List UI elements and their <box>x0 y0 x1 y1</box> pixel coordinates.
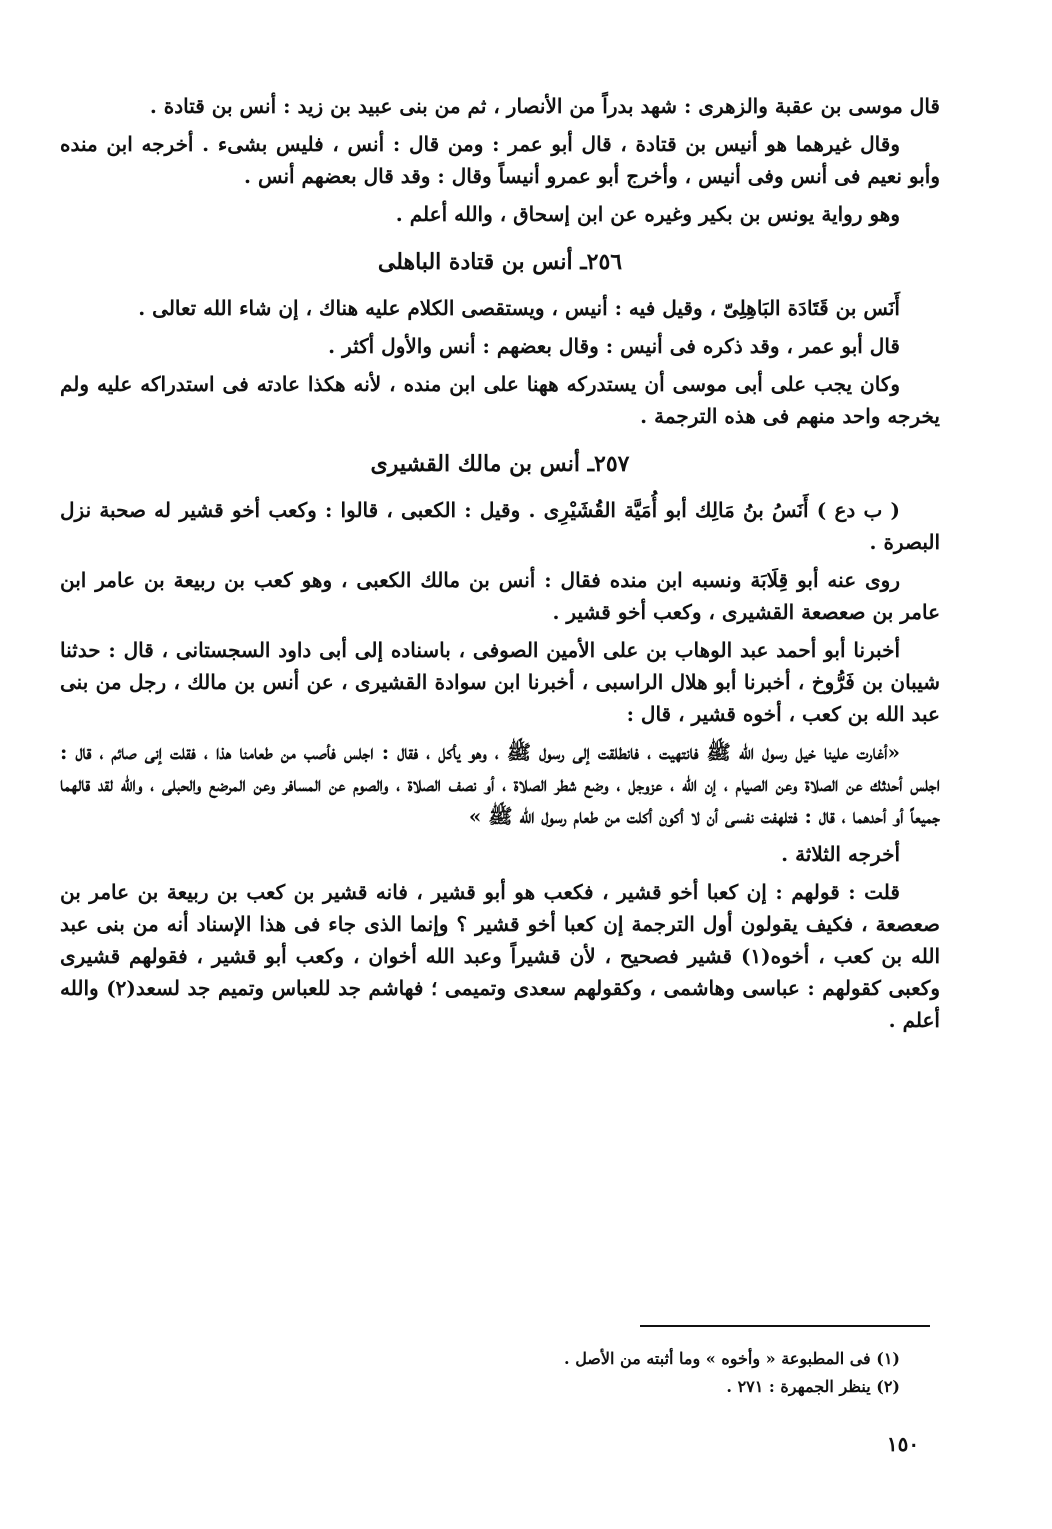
page-number: ١٥٠ <box>886 1432 920 1456</box>
footnote-1: (١) فى المطبوعة « وأخوه » وما أثبته من الأصل . <box>564 1349 900 1368</box>
entry-256-paragraph-3: وكان يجب على أبى موسى أن يستدركه ههنا على ابن منده ، لأنه هكذا عادته فى استدراكه عليه ولم يخرجه واحد منهم فى هذه الترجمة . <box>60 372 940 428</box>
entry-257-paragraph-5: أخرجه الثلاثة . <box>781 842 900 866</box>
entry-257-heading: ٢٥٧ـ أنس بن مالك القشيرى <box>370 451 630 477</box>
footnote-2: (٢) ينظر الجمهرة : ٢٧١ . <box>726 1377 900 1396</box>
entry-257-paragraph-3: أخبرنا أبو أحمد عبد الوهاب بن على الأمين الصوفى ، باسناده إلى أبى داود السجستانى ، قال : حدثنا شيبان بن فَرُّوخ ، أخبرنا أبو هلال الراسبى ، أخبرنا ابن سوادة القشيرى ، عن أنس بن مالك ، رجل من بنى عبد الله بن كعب ، أخوه قشير ، قال : <box>60 638 940 726</box>
entry-257-commentary: قلت : قولهم : إن كعبا أخو قشير ، فكعب هو أبو قشير ، فانه قشير بن كعب بن ربيعة بن عامر بن صعصعة ، فكيف يقولون أول الترجمة إن كعبا أخو قشير ؟ وإنما الذى جاء فى هذا الإسناد أنه من بنى عبد الله بن كعب ، أخوه(١) قشير فصحيح ، لأن قشيراً وعبد الله أخوان ، وكعب أبو قشير ، فقولهم قشيرى وكعبى كقولهم : عباسى وهاشمى ، وكقولهم سعدى وتميمى ؛ فهاشم جد للعباس وتميم جد لسعد(٢) والله أعلم . <box>60 880 941 1032</box>
entry-257-paragraph-1: ( ب دع ) أَنَسُ بنُ مَالِك أبو أُمَيَّة القُشَيْرِى . وقيل : الكعبى ، قالوا : وكعب أخو قشير له صحبة نزل البصرة . <box>60 498 940 554</box>
intro-paragraph-2: وقال غيرهما هو أنيس بن قتادة ، قال أبو عمر : ومن قال : أنس ، فليس بشىء . أخرجه ابن منده وأبو نعيم فى أنس وفى أنيس ، وأخرج أبو عمرو أنيساً وقال : وقد قال بعضهم أنس . <box>60 132 940 188</box>
entry-256-heading: ٢٥٦ـ أنس بن قتادة الباهلى <box>377 249 623 275</box>
intro-paragraph-1: قال موسى بن عقبة والزهرى : شهد بدراً من الأنصار ، ثم من بنى عبيد بن زيد : أنس بن قتادة . <box>149 94 940 118</box>
entry-257-paragraph-2: روى عنه أبو قِلَابَة ونسبه ابن منده فقال : أنس بن مالك الكعبى ، وهو كعب بن ربيعة بن عامر ابن عامر بن صعصعة القشيرى ، وكعب أخو قشير . <box>60 568 940 624</box>
entry-256-paragraph-2: قال أبو عمر ، وقد ذكره فى أنيس : وقال بعضهم : أنس والأول أكثر . <box>328 334 900 358</box>
entry-256-paragraph-1: أَنَس بن قَتَادَة البَاهِلِىّ ، وقيل فيه : أنيس ، ويستقصى الكلام عليه هناك ، إن شاء الله تعالى . <box>138 296 900 320</box>
footnote-divider <box>640 1325 930 1327</box>
page-body <box>60 90 940 1042</box>
intro-paragraph-3: وهو رواية يونس بن بكير وغيره عن ابن إسحاق ، والله أعلم . <box>395 202 900 226</box>
entry-257-hadith: «أغارت علينا خيل رسول الله ﷺ فانتهيت ، فانطلقت إلى رسول ﷺ ، وهو يأكل ، فقال : اجلس فأصب من طعامنا هذا ، فقلت إنى صائم ، قال : اجلس أحدثك عن الصلاة وعن الصيام ، إن الله ، عزوجل ، وضع شطر الصلاة ، أو نصف الصلاة ، والصوم عن المسافر وعن المرضع والحبلى ، والله لقد قالهما جميعاً أو أحدهما ، قال : فتلهفت نفسى أن لا أكون أكلت من طعام رسول الله ﷺ » <box>60 740 940 828</box>
footnotes <box>300 1345 900 1401</box>
